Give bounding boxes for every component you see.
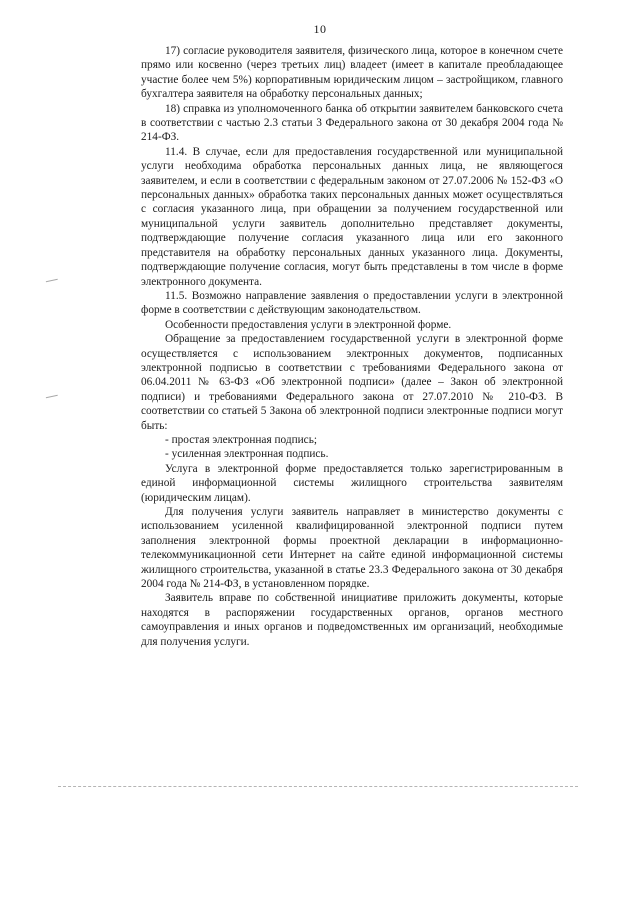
paragraph-service-registered: Услуга в электронной форме предоставляется только зарегистрированным в единой информационной системы жилищного строительства заявителям (юридическим лицам).	[141, 462, 563, 504]
paragraph-item-18: 18) справка из уполномоченного банка об открытии заявителем банковского счета в соответствии с частью 2.3 статьи 3 Федерального закона от 30 декабря 2004 года № 214-ФЗ.	[141, 102, 563, 144]
paragraph-11-4: 11.4. В случае, если для предоставления государственной или муниципальной услуги необходима обработка персональных данных лица, не являющегося заявителем, и если в соответствии с федеральным законом от 27.07.2006 № 152-ФЗ «О персональных данных» обработка таких персональных данных может осуществляться с согласия указанного лица, при обращении за получением государственной или муниципальной услуги заявитель дополнительно представляет документы, подтверждающие получение согласия указанного лица или его законного представителя на обработку персональных данных указанного лица. Документы, подтверждающие получение согласия, могут быть представлены в том числе в форме электронного документа.	[141, 145, 563, 288]
paragraph-electronic-request: Обращение за предоставлением государственной услуги в электронной форме осуществляется с использованием электронных документов, подписанных электронной подписью в соответствии с требованиями Федерального закона от 06.04.2011 № 63-ФЗ «Об электронной подписи» (далее – Закон об электронной подписи) и требованиями Федерального закона от 27.07.2010 № 210-ФЗ. В соответствии со статьей 5 Закона об электронной подписи электронные подписи могут быть:	[141, 333, 563, 432]
document-body	[141, 44, 563, 649]
paragraph-obtaining-service: Для получения услуги заявитель направляет в министерство документы с использованием усиленной квалифицированной электронной подписи путем заполнения электронной формы проектной декларации в информационно-телекоммуникационной сети Интернет на сайте единой информационной системы жилищного строительства, указанной в статье 23.3 Федерального закона от 30 декабря 2004 года № 214-ФЗ, в установленном порядке.	[141, 506, 563, 591]
scan-bottom-line	[58, 786, 578, 788]
scan-artifact-mark	[46, 279, 58, 284]
paragraph-electronic-features: Особенности предоставления услуги в электронной форме.	[165, 318, 452, 331]
page-number: 10	[313, 22, 327, 36]
paragraph-applicant-right: Заявитель вправе по собственной инициативе приложить документы, которые находятся в распоряжении государственных органов, органов местного самоуправления и иных органов и подведомственных им организаций, необходимые для получения услуги.	[141, 592, 563, 648]
paragraph-11-5: 11.5. Возможно направление заявления о предоставлении услуги в электронной форме в соответствии с действующим законодательством.	[141, 289, 563, 317]
list-item-enhanced-signature: - усиленная электронная подпись.	[165, 448, 329, 461]
paragraph-item-17: 17) согласие руководителя заявителя, физического лица, которое в конечном счете прямо или косвенно (через третьих лиц) владеет (имеет в капитале преобладающее участие более чем 5%) корпоративным юридическим лицом – застройщиком, главного бухгалтера заявителя на обработку персональных данных;	[141, 45, 563, 101]
list-item-simple-signature: - простая электронная подпись;	[165, 433, 317, 446]
scan-artifact-mark	[46, 395, 58, 400]
